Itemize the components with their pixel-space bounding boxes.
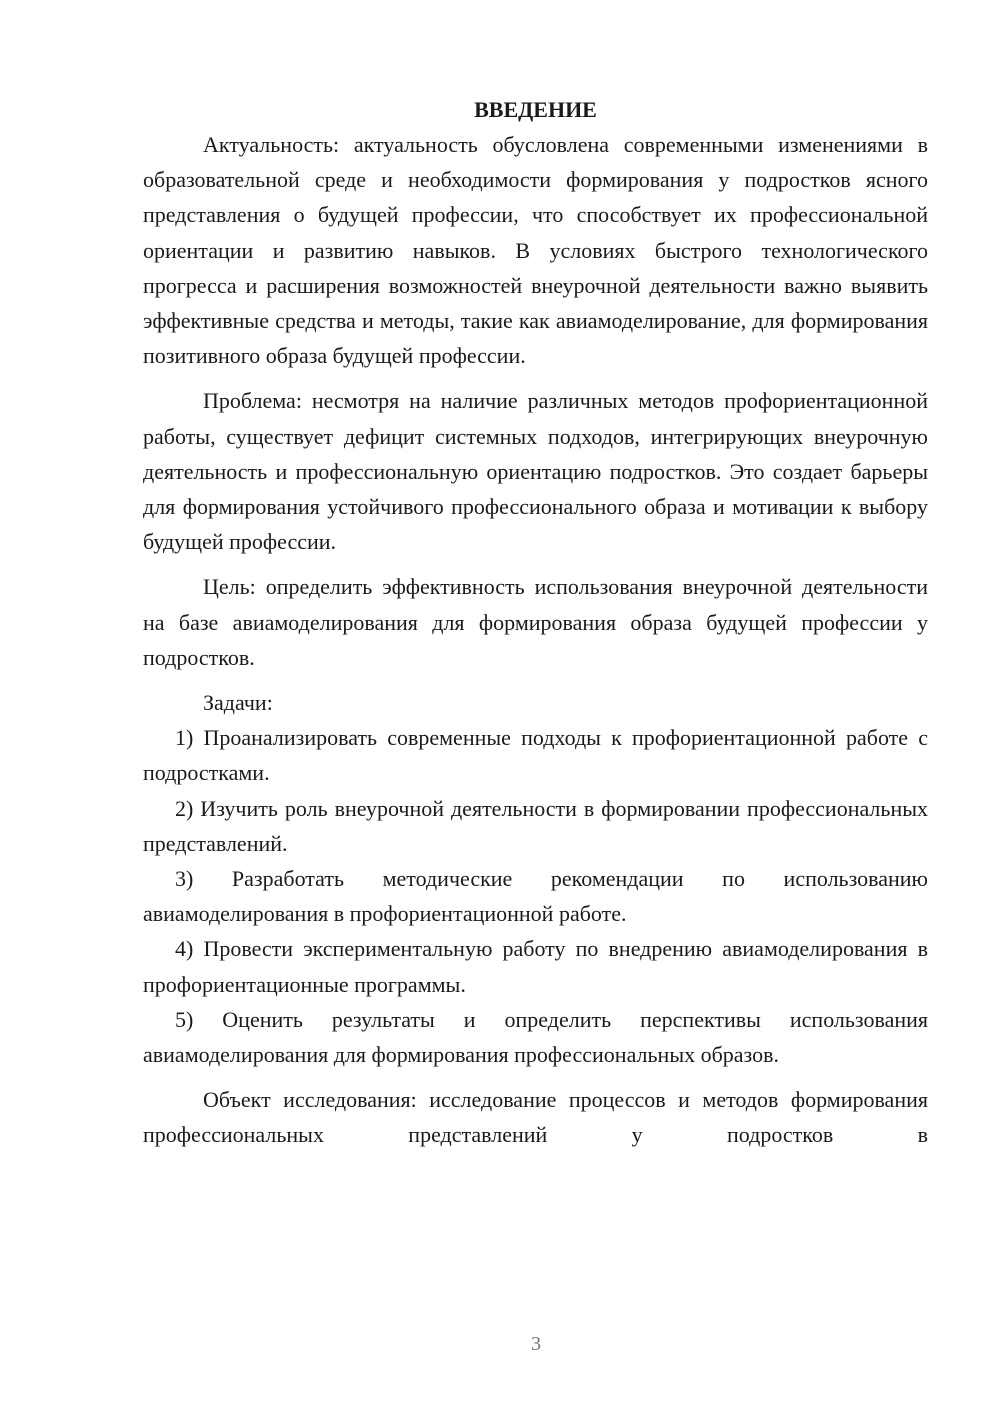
task-item: 4) Провести экспериментальную работу по внедрению авиамоделирования в профориентационные программы. [143,936,928,997]
document-page [143,92,928,1153]
object-paragraph: Объект исследования: исследование процессов и методов формирования профессиональных представлений у подростков в [143,1087,928,1148]
relevance-paragraph: Актуальность: актуальность обусловлена современными изменениями в образовательной среде и необходимости формирования у подростков ясного представления о будущей профессии, что способствует их профессиональной ориентации и развитию навыков. В условиях быстрого технологического прогресса и расширения возможностей внеурочной деятельности важно выявить эффективные средства и методы, такие как авиамоделирование, для формирования позитивного образа будущей профессии. [143,132,928,369]
task-item: 2) Изучить роль внеурочной деятельности в формировании профессиональных представлений. [143,795,928,856]
section-heading: ВВЕДЕНИЕ [474,97,597,122]
task-item: 5) Оценить результаты и определить перспективы использования авиамоделирования для формирования профессиональных образов. [143,1006,928,1068]
tasks-label: Задачи: [203,690,273,716]
task-item: 3) Разработать методические рекомендации по использованию авиамоделирования в профориентационной работе. [143,866,928,927]
task-item: 1) Проанализировать современные подходы к профориентационной работе с подростками. [143,725,928,786]
goal-paragraph: Цель: определить эффективность использования внеурочной деятельности на базе авиамоделирования для формирования образа будущей профессии у подростков. [143,574,928,670]
problem-paragraph: Проблема: несмотря на наличие различных методов профориентационной работы, существует дефицит системных подходов, интегрирующих внеурочную деятельность и профессиональную ориентацию подростков. Это создает барьеры для формирования устойчивого профессионального образа и мотивации к выбору будущей профессии. [143,388,928,555]
page-number: 3 [531,1333,541,1355]
